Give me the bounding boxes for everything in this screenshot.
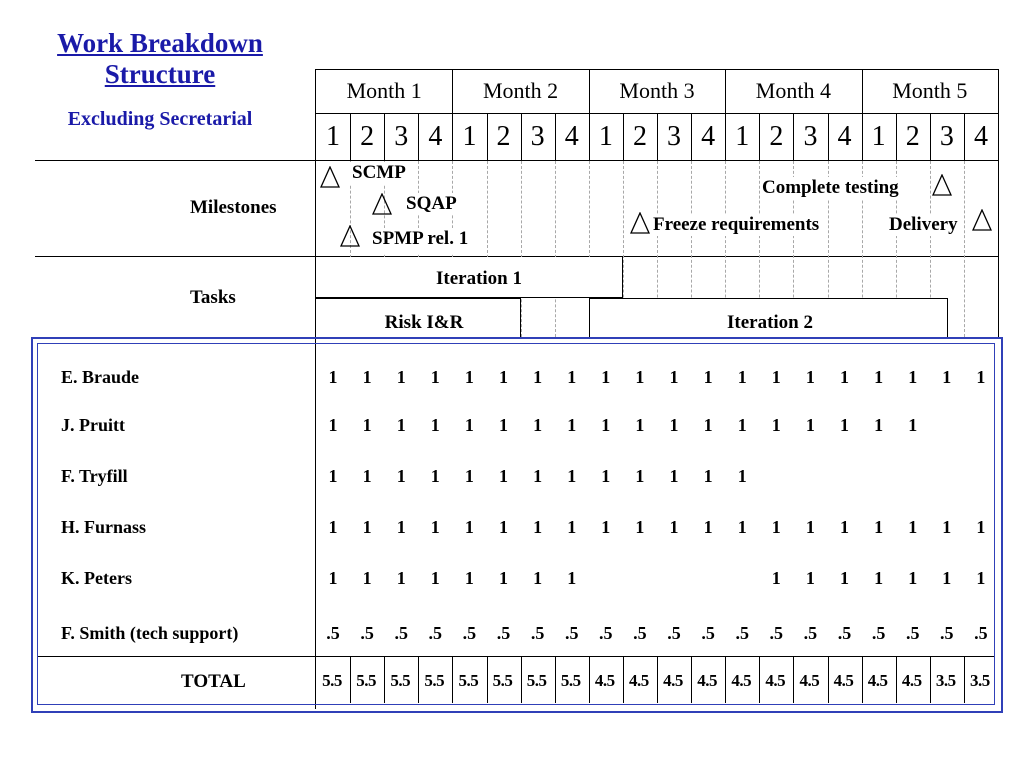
total-row-label: TOTAL xyxy=(181,671,246,692)
tasks-row-label: Tasks xyxy=(190,287,236,308)
allocation-cell: 1 xyxy=(976,517,986,537)
week-header: 2 xyxy=(496,121,511,152)
allocation-cell: .5 xyxy=(496,623,511,643)
freeze-milestone-triangle-icon xyxy=(630,212,650,234)
allocation-cell: 1 xyxy=(567,466,577,486)
allocation-cell: 1 xyxy=(533,415,543,435)
allocation-cell: 1 xyxy=(840,517,849,537)
allocation-cell: 1 xyxy=(805,517,815,537)
allocation-cell: 1 xyxy=(703,367,713,387)
allocation-cell: 1 xyxy=(771,415,781,435)
allocation-cell: .5 xyxy=(633,623,647,643)
total-cell: 4.5 xyxy=(901,671,922,690)
total-cell: 4.5 xyxy=(594,671,615,690)
allocation-cell: 1 xyxy=(499,466,508,486)
allocation-cell: 1 xyxy=(771,367,781,387)
allocation-cell: 1 xyxy=(396,367,406,387)
week-gridline xyxy=(964,161,965,337)
allocation-cell: 1 xyxy=(464,517,474,537)
allocation-cell: 1 xyxy=(430,367,440,387)
total-cell: 4.5 xyxy=(731,671,752,690)
week-header: 1 xyxy=(326,121,341,152)
allocation-cell: 1 xyxy=(737,517,747,537)
allocation-cell: 1 xyxy=(499,415,508,435)
allocation-cell: 1 xyxy=(499,517,508,537)
week-header: 3 xyxy=(530,121,545,152)
allocation-cell: 1 xyxy=(601,367,611,387)
allocation-cell: .5 xyxy=(871,623,886,643)
allocation-cell: 1 xyxy=(669,466,679,486)
allocation-cell: 1 xyxy=(464,415,474,435)
allocation-cell: 1 xyxy=(601,466,611,486)
allocation-cell: 1 xyxy=(396,568,406,588)
allocation-cell: 1 xyxy=(942,517,952,537)
milestones-row-label: Milestones xyxy=(190,197,277,218)
total-cell: 5.5 xyxy=(390,671,411,690)
allocation-cell: 1 xyxy=(464,367,474,387)
allocation-cell: 1 xyxy=(635,466,645,486)
allocation-cell: .5 xyxy=(769,623,784,643)
allocation-cell: 1 xyxy=(874,415,884,435)
person-name: F. Tryfill xyxy=(61,466,128,486)
allocation-cell: 1 xyxy=(567,517,577,537)
sqap-milestone-triangle-icon xyxy=(372,193,392,215)
allocation-cell: 1 xyxy=(805,367,815,387)
complete-testing-milestone-triangle-icon xyxy=(932,174,952,196)
total-cell: 5.5 xyxy=(560,671,581,690)
week-gridline xyxy=(555,161,556,337)
week-header: 4 xyxy=(428,121,443,152)
total-cell: 5.5 xyxy=(458,671,479,690)
allocation-cell: .5 xyxy=(599,623,613,643)
header-bottom-line xyxy=(35,160,998,161)
week-header: 1 xyxy=(462,121,477,152)
allocation-cell: 1 xyxy=(430,517,440,537)
grid-right-border xyxy=(998,69,999,337)
allocation-cell: .5 xyxy=(564,623,579,643)
allocation-cell: 1 xyxy=(567,367,577,387)
allocation-cell: 1 xyxy=(396,466,406,486)
allocation-cell: .5 xyxy=(940,623,954,643)
allocation-cell: 1 xyxy=(942,367,952,387)
allocation-cell: 1 xyxy=(635,367,645,387)
month-header: Month 2 xyxy=(482,78,559,103)
page-subtitle: Excluding Secretarial xyxy=(67,108,253,130)
allocation-cell: 1 xyxy=(771,517,781,537)
iteration-1-label: Iteration 1 xyxy=(435,268,522,289)
allocation-cell: 1 xyxy=(874,517,884,537)
allocation-cell: 1 xyxy=(976,568,986,588)
allocation-cell: 1 xyxy=(874,367,884,387)
allocation-cell: .5 xyxy=(462,623,477,643)
month-header: Month 4 xyxy=(755,78,831,103)
total-cell: 4.5 xyxy=(833,671,854,690)
page-title xyxy=(10,28,310,90)
allocation-cell: .5 xyxy=(974,623,988,643)
allocation-cell: 1 xyxy=(669,367,679,387)
week-header: 1 xyxy=(735,121,750,152)
allocation-cell: 1 xyxy=(771,568,781,588)
total-cell: 4.5 xyxy=(663,671,683,690)
week-header: 3 xyxy=(803,121,818,152)
allocation-cell: 1 xyxy=(328,367,338,387)
allocation-cell: 1 xyxy=(840,367,849,387)
week-header: 1 xyxy=(598,121,613,152)
allocation-cell: 1 xyxy=(328,466,338,486)
allocation-cell: 1 xyxy=(601,415,611,435)
month-header: Month 5 xyxy=(892,78,968,103)
allocation-cell: 1 xyxy=(737,466,747,486)
allocation-cell: 1 xyxy=(499,568,508,588)
allocation-cell: 1 xyxy=(976,367,986,387)
title-line-1: Work Breakdown xyxy=(57,28,263,58)
allocation-cell: .5 xyxy=(428,623,443,643)
person-name: H. Furnass xyxy=(61,517,147,537)
allocation-cell: 1 xyxy=(430,415,440,435)
allocation-cell: 1 xyxy=(362,466,372,486)
allocation-cell: 1 xyxy=(942,568,952,588)
allocation-cell: .5 xyxy=(394,623,408,643)
spmp-milestone-triangle-icon xyxy=(340,225,360,247)
person-name: E. Braude xyxy=(61,367,140,387)
allocation-cell: 1 xyxy=(567,415,577,435)
allocation-cell: 1 xyxy=(396,415,406,435)
total-cell: 3.5 xyxy=(970,671,990,690)
allocation-cell: 1 xyxy=(908,367,918,387)
allocation-cell: 1 xyxy=(908,415,918,435)
freeze-milestone-label: Freeze requirements xyxy=(653,214,820,235)
allocation-cell: 1 xyxy=(601,517,611,537)
total-cell: 5.5 xyxy=(356,671,376,690)
allocation-cell: 1 xyxy=(805,568,815,588)
allocation-cell: 1 xyxy=(669,415,679,435)
allocation-cell: 1 xyxy=(703,466,713,486)
allocation-cell: 1 xyxy=(635,517,645,537)
spmp-milestone-label: SPMP rel. 1 xyxy=(364,228,476,254)
allocation-cell: 1 xyxy=(635,415,645,435)
week-header: 4 xyxy=(701,121,716,152)
week-header: 3 xyxy=(667,121,682,152)
risk-ir-bar xyxy=(316,298,521,339)
allocation-cell: 1 xyxy=(805,415,815,435)
week-header: 4 xyxy=(564,121,579,152)
allocation-cell: 1 xyxy=(499,367,508,387)
risk-ir-label: Risk I&R xyxy=(384,312,464,333)
week-header: 2 xyxy=(632,121,647,152)
month-header: Month 3 xyxy=(619,78,695,103)
complete-testing-milestone-label: Complete testing xyxy=(762,177,899,198)
allocation-cell: 1 xyxy=(430,466,440,486)
allocation-cell: 1 xyxy=(737,367,747,387)
delivery-milestone-label: Delivery xyxy=(889,214,958,235)
allocation-cell: 1 xyxy=(533,568,543,588)
allocation-cell: .5 xyxy=(701,623,715,643)
person-name: K. Peters xyxy=(61,568,132,588)
week-header: 2 xyxy=(905,121,920,152)
allocation-cell: 1 xyxy=(362,568,372,588)
total-cell: 4.5 xyxy=(799,671,820,690)
allocation-cell: 1 xyxy=(840,415,849,435)
allocation-cell: 1 xyxy=(737,415,747,435)
allocation-cell: 1 xyxy=(362,415,372,435)
allocation-cell: 1 xyxy=(464,466,474,486)
allocation-cell: .5 xyxy=(837,623,852,643)
week-header: 2 xyxy=(360,121,375,152)
allocation-cell: 1 xyxy=(669,517,679,537)
week-header: 3 xyxy=(394,121,409,152)
allocation-cell: 1 xyxy=(567,568,577,588)
total-cell: 5.5 xyxy=(526,671,547,690)
total-cell: 5.5 xyxy=(322,671,342,690)
allocation-cell: 1 xyxy=(908,568,918,588)
allocation-cell: .5 xyxy=(667,623,681,643)
allocation-cell: 1 xyxy=(464,568,474,588)
allocation-cell: .5 xyxy=(905,623,920,643)
total-cell: 4.5 xyxy=(629,671,649,690)
allocation-cell: 1 xyxy=(328,517,338,537)
delivery-milestone-triangle-icon xyxy=(972,209,992,231)
total-cell: 4.5 xyxy=(867,671,888,690)
allocation-cell: 1 xyxy=(362,517,372,537)
month-header: Month 1 xyxy=(346,78,422,103)
allocation-cell: 1 xyxy=(328,568,338,588)
total-cell: 5.5 xyxy=(424,671,445,690)
total-cell: 3.5 xyxy=(935,671,956,690)
allocation-cell: 1 xyxy=(703,517,713,537)
title-line-2: Structure xyxy=(104,59,216,89)
person-name: F. Smith (tech support) xyxy=(61,623,239,643)
allocation-cell: 1 xyxy=(533,367,543,387)
iteration-2-bar xyxy=(589,298,948,339)
scmp-milestone-label: SCMP xyxy=(346,162,412,184)
allocation-cell: 1 xyxy=(328,415,338,435)
allocation-cell: .5 xyxy=(735,623,749,643)
scmp-milestone-triangle-icon xyxy=(320,166,340,188)
allocation-cell: 1 xyxy=(396,517,406,537)
week-header: 3 xyxy=(939,121,954,152)
allocation-cell: 1 xyxy=(840,568,849,588)
total-cell: 4.5 xyxy=(765,671,786,690)
week-header: 4 xyxy=(973,121,988,152)
allocation-cell: 1 xyxy=(703,415,713,435)
allocation-cell: 1 xyxy=(362,367,372,387)
allocation-cell: 1 xyxy=(874,568,884,588)
total-cell: 5.5 xyxy=(492,671,513,690)
iteration-1-bar xyxy=(316,257,623,298)
allocation-cell: 1 xyxy=(533,466,543,486)
iteration-2-label: Iteration 2 xyxy=(726,312,813,333)
allocation-cell: 1 xyxy=(430,568,440,588)
total-cell: 4.5 xyxy=(697,671,717,690)
allocation-cell: .5 xyxy=(326,623,340,643)
allocation-cell: 1 xyxy=(533,517,543,537)
allocation-cell: .5 xyxy=(530,623,545,643)
allocation-cell: 1 xyxy=(908,517,918,537)
allocation-cell: .5 xyxy=(360,623,374,643)
allocation-cell: .5 xyxy=(803,623,818,643)
week-header: 4 xyxy=(837,121,852,152)
person-name: J. Pruitt xyxy=(61,415,125,435)
week-header: 2 xyxy=(769,121,784,152)
sqap-milestone-label: SQAP xyxy=(398,193,465,215)
week-header: 1 xyxy=(871,121,886,152)
